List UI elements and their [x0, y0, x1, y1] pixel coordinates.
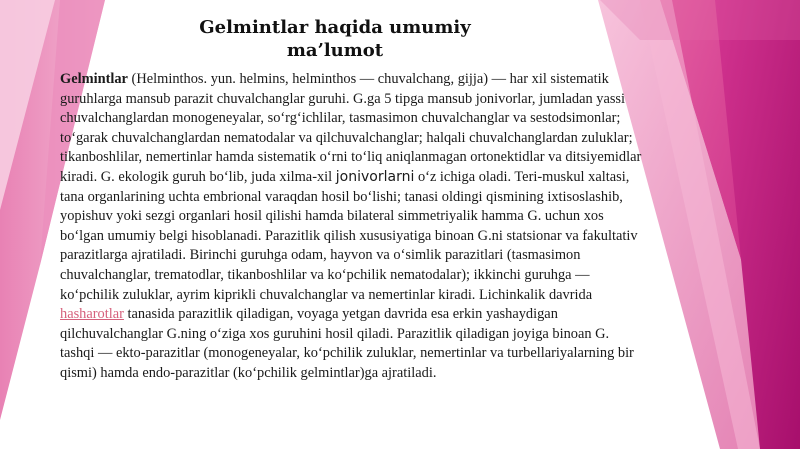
- body-text-part-1: (Helminthos. yun. helmins, helminthos — chuvalchang, gijja) — har xil sistematik guruhlarga mansub parazit chuvalchanglar guruhi. G.ga 5 tipga mansub jonivorlar, jumladan yassi chuvalchanglardan monogeneyalar, so‘rg‘ichlilar, tasmasimon chuvalchanglar va sestodsimonlar; to‘garak chuvalchanglardan nematodalar va qilchuvalchanglar; halqali chuvalchanglardan zuluklar; tikanboshlilar, nemertinlar hamda sistematik o‘rni to‘liq aniqlanmagan ortonektidlar va ditsiyemidlar kiradi. G. ekologik guruh bo‘lib, juda xilma-xil: [60, 71, 642, 185]
- body-text-part-3: tanasida parazitlik qiladigan, voyaga yetgan davrida esa erkin yashaydigan qilchuvalchanglar G.ning o‘ziga xos guruhini hosil qiladi. Parazitlik qiladigan joyiga binoan G. tashqi — ekto-parazitlar (monogeneyalar, ko‘pchilik zuluklar, nemertinlar va turbellariyalarning bir qismi) hamda endo-parazitlar (ko‘pchilik gelmintlar)ga ajratiladi.: [60, 306, 634, 381]
- body-text-part-2: o‘z ichiga oladi. Teri-muskul xaltasi, tana organlarining uchta embrional varaqdan hosil bo‘lishi; tanasi oldingi qismining ixtisoslashib, yopishuv yoki sezgi organlari hosil qilishi hamda bilateral simmetriyalik hamma G. uchun xos bo‘lgan umumiy belgi hisoblanadi. Parazitlik qilish xususiyatiga binoan G.ni statsionar va fakultativ parazitlarga ajratiladi. Birinchi guruhga odam, hayvon va o‘simlik parazitlari (tasmasimon chuvalchanglar, trematodlar, tikanboshlilar va ko‘pchilik nematodalar); ikkinchi guruhga — ko‘pchilik zuluklar, ayrim kiprikli chuvalchanglar va nemertinlar kiradi. Lichinkalik davrida: [60, 168, 638, 303]
- title-line-2: ma’lumot: [286, 40, 384, 61]
- slide-title: [190, 16, 480, 62]
- body-text: [60, 70, 645, 384]
- lead-term: Gelmintlar: [60, 71, 128, 87]
- title-line-1: Gelmintlar haqida umumiy: [199, 17, 471, 38]
- alt-font-word: jonivorlarni: [335, 168, 415, 185]
- body-paragraph: [60, 70, 645, 384]
- hasharotlar-link[interactable]: hasharotlar: [60, 306, 124, 323]
